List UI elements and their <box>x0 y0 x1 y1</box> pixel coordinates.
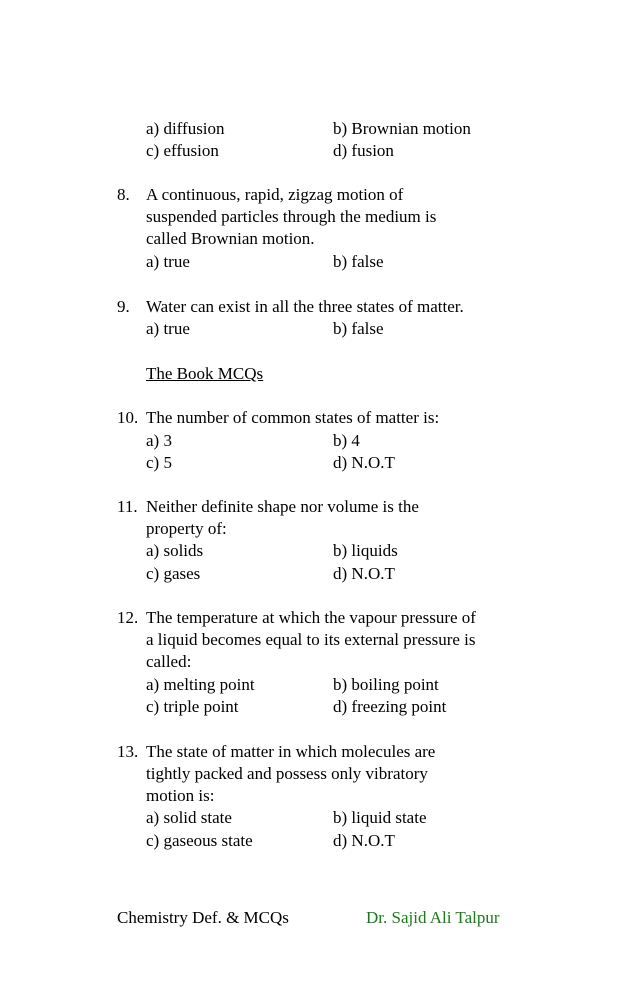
q10-option-a: a) 3 <box>146 431 172 450</box>
footer-author: Dr. Sajid Ali Talpur <box>366 908 500 927</box>
q11-option-b: b) liquids <box>333 541 398 560</box>
q13-option-b: b) liquid state <box>333 808 427 827</box>
q7-option-c: c) effusion <box>146 141 219 160</box>
q9-option-b: b) false <box>333 319 384 338</box>
q12-option-c: c) triple point <box>146 697 239 716</box>
q13-text-line-3: motion is: <box>146 786 215 805</box>
q8-option-b: b) false <box>333 252 384 271</box>
q9-text-line-1: Water can exist in all the three states of matter. <box>146 297 464 316</box>
q11-number: 11. <box>117 497 138 516</box>
q11-text-line-1: Neither definite shape nor volume is the <box>146 497 419 516</box>
q13-text-line-2: tightly packed and possess only vibratory <box>146 764 428 783</box>
q9-number: 9. <box>117 297 130 316</box>
q13-option-a: a) solid state <box>146 808 232 827</box>
q12-text-line-2: a liquid becomes equal to its external pressure is <box>146 630 476 649</box>
q7-option-a: a) diffusion <box>146 119 225 138</box>
q13-option-c: c) gaseous state <box>146 831 253 850</box>
q10-option-d: d) N.O.T <box>333 453 395 472</box>
q10-option-c: c) 5 <box>146 453 172 472</box>
q12-option-a: a) melting point <box>146 675 255 694</box>
q12-text-line-3: called: <box>146 652 192 671</box>
q12-number: 12. <box>117 608 139 627</box>
q12-option-b: b) boiling point <box>333 675 439 694</box>
q8-text-line-1: A continuous, rapid, zigzag motion of <box>146 185 404 204</box>
q11-option-d: d) N.O.T <box>333 564 395 583</box>
q7-option-b: b) Brownian motion <box>333 119 471 138</box>
q9-option-a: a) true <box>146 319 190 338</box>
q10-text-line-1: The number of common states of matter is: <box>146 408 440 427</box>
section-heading: The Book MCQs <box>146 364 264 383</box>
q11-option-a: a) solids <box>146 541 204 560</box>
footer-book-title: Chemistry Def. & MCQs <box>117 908 289 927</box>
q10-number: 10. <box>117 408 139 427</box>
q11-text-line-2: property of: <box>146 519 227 538</box>
q13-number: 13. <box>117 742 139 761</box>
q10-option-b: b) 4 <box>333 431 360 450</box>
q8-text-line-2: suspended particles through the medium is <box>146 207 437 226</box>
q11-option-c: c) gases <box>146 564 201 583</box>
q8-number: 8. <box>117 185 130 204</box>
q8-text-line-3: called Brownian motion. <box>146 229 315 248</box>
q7-option-d: d) fusion <box>333 141 394 160</box>
q13-text-line-1: The state of matter in which molecules are <box>146 742 436 761</box>
q12-option-d: d) freezing point <box>333 697 447 716</box>
q13-option-d: d) N.O.T <box>333 831 395 850</box>
q12-text-line-1: The temperature at which the vapour pressure of <box>146 608 476 627</box>
q8-option-a: a) true <box>146 252 190 271</box>
